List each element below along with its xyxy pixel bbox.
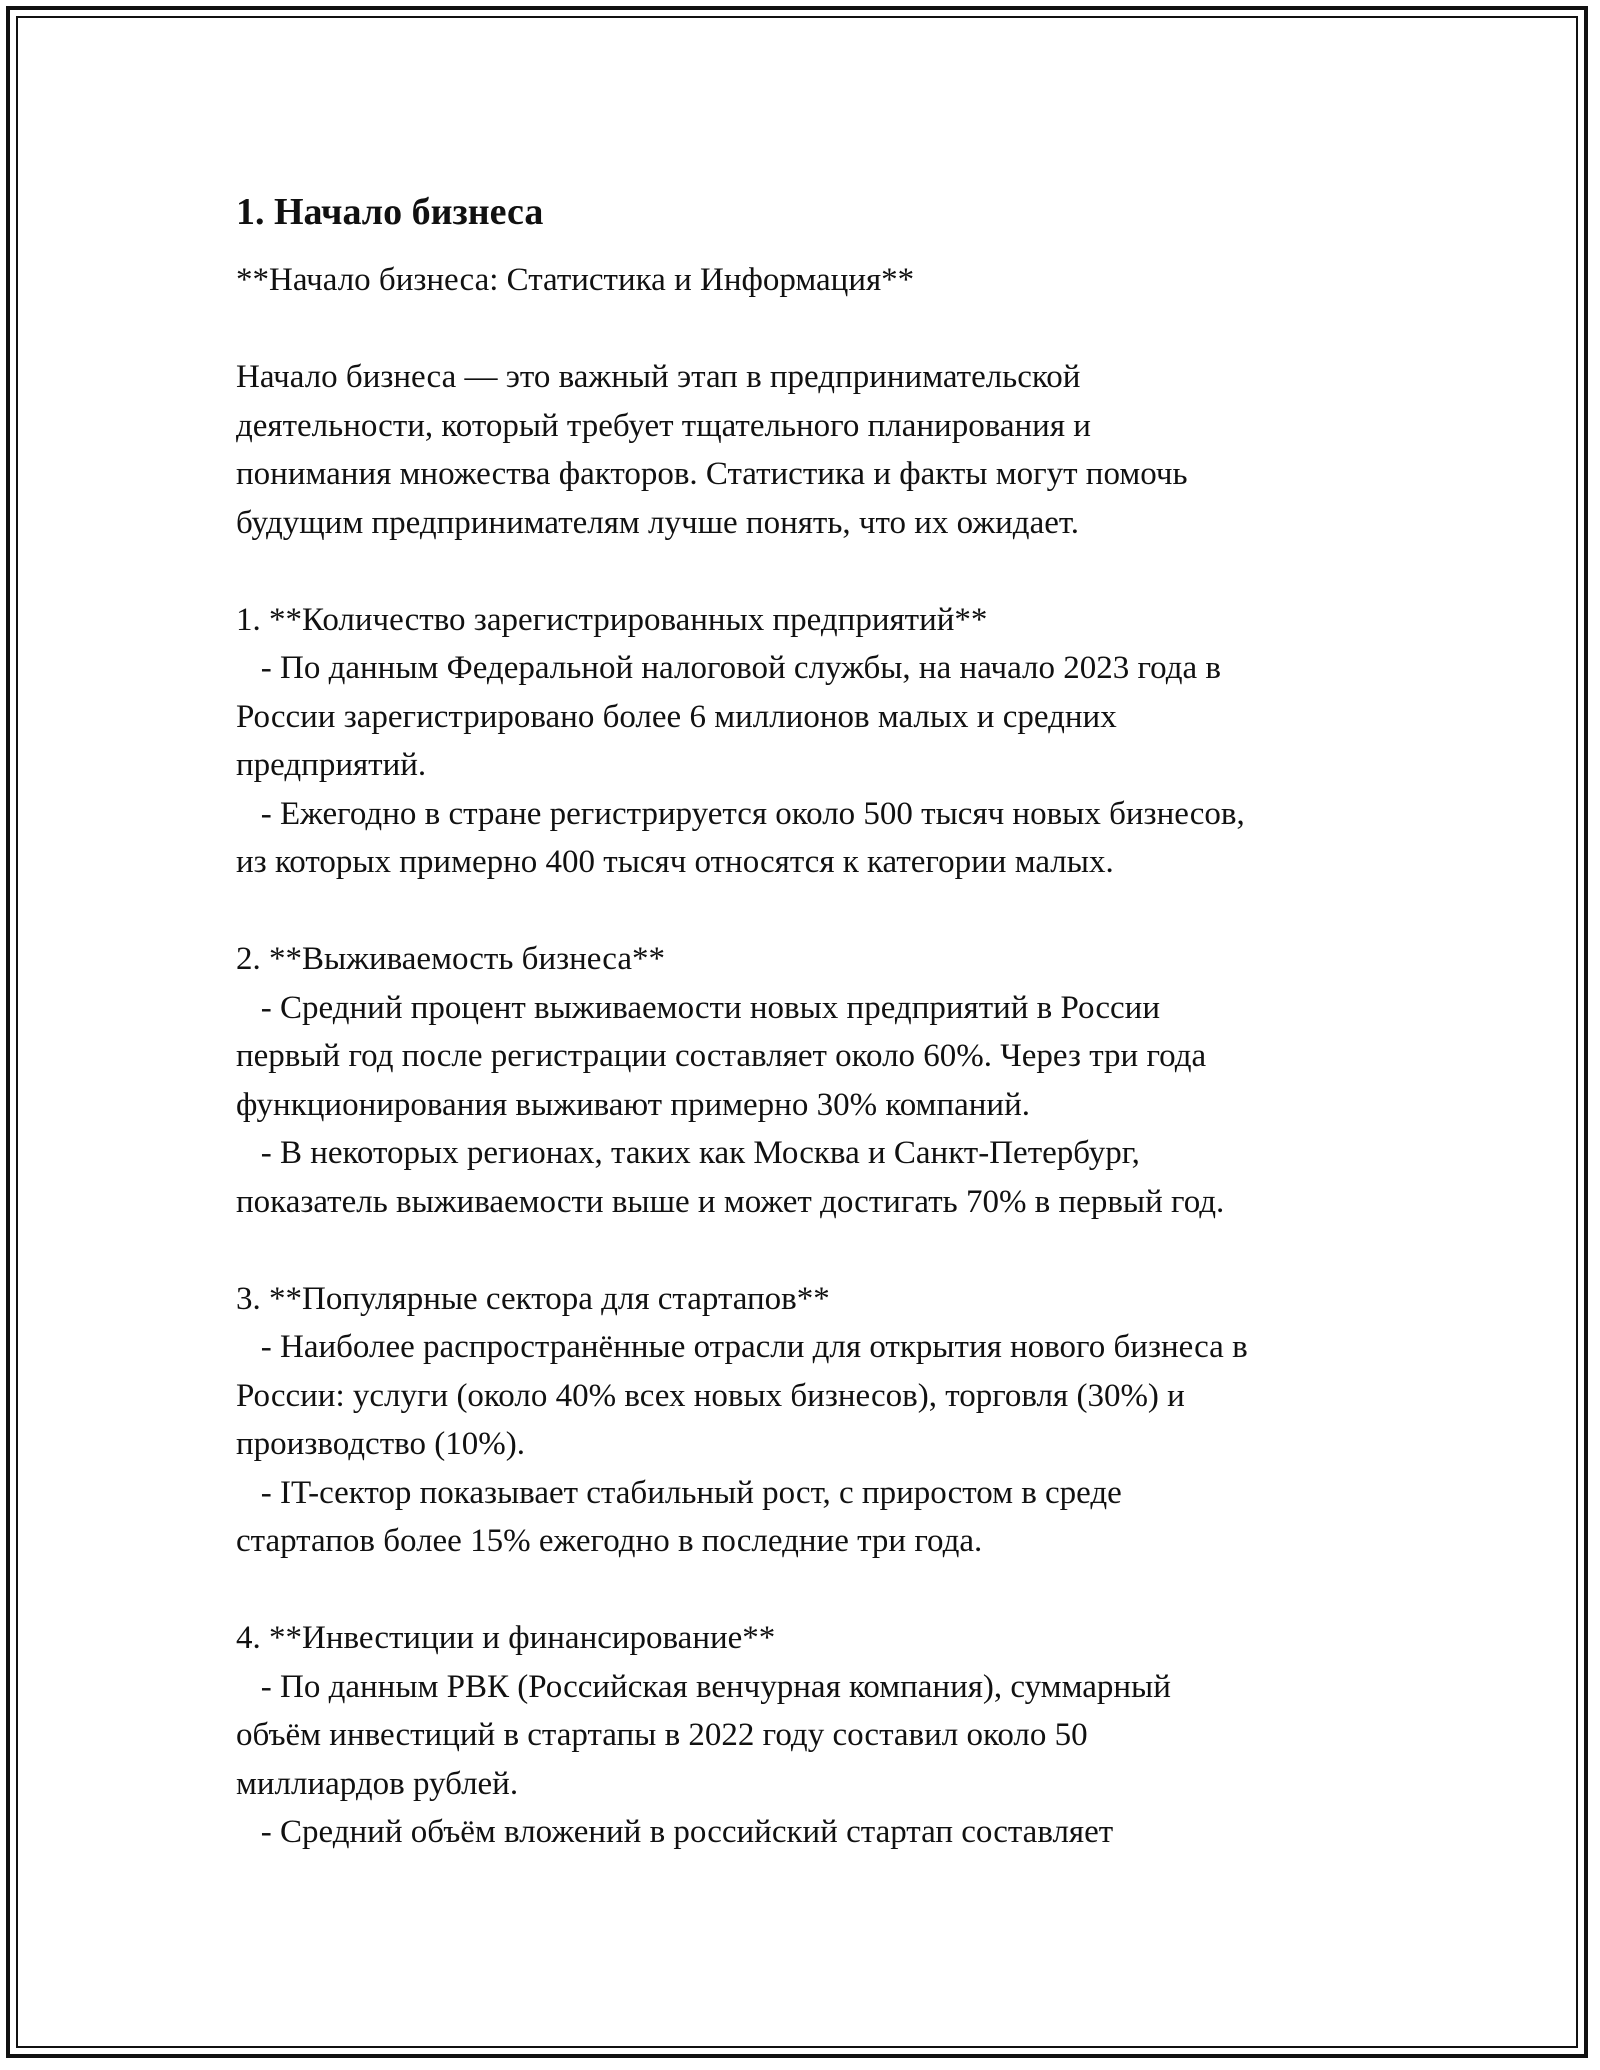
section-line: - Наиболее распространённые отрасли для открытия нового бизнеса в [236,1329,1248,1365]
section-line: - В некоторых регионах, таких как Москва и Санкт-Петербург, [236,1135,1140,1171]
section-investments [236,1614,1386,1857]
section-line: - Средний объём вложений в российский стартап составляет [236,1814,1114,1850]
section-line: производство (10%). [236,1426,525,1462]
section-registered-companies [236,596,1386,887]
intro-line: будущим предпринимателям лучше понять, что их ожидает. [236,504,1080,541]
intro-line: понимания множества факторов. Статистика и факты могут помочь [236,456,1188,492]
paragraph-gap [236,305,1386,354]
paragraph-gap [236,547,1386,596]
section-title: 4. **Инвестиции и финансирование** [236,1620,776,1656]
section-line: стартапов более 15% ежегодно в последние три года. [236,1523,983,1559]
section-line: - Средний процент выживаемости новых предприятий в России [236,989,1160,1026]
document-heading: 1. Начало бизнеса [236,191,544,233]
section-line: предприятий. [236,747,427,783]
intro-line: Начало бизнеса — это важный этап в предпринимательской [236,359,1081,395]
section-title: 1. **Количество зарегистрированных предприятий** [236,601,988,638]
section-line: - По данным РВК (Российская венчурная компания), суммарный [236,1668,1171,1705]
section-line: - По данным Федеральной налоговой службы, на начало 2023 года в [236,650,1222,686]
document-subtitle: **Начало бизнеса: Статистика и Информация** [236,262,915,298]
document-body [236,186,1386,1857]
section-business-survival [236,935,1386,1226]
section-line: миллиардов рублей. [236,1765,519,1802]
paragraph-gap [236,1566,1386,1615]
paragraph-gap [236,1226,1386,1275]
section-line: показатель выживаемости выше и может достигать 70% в первый год. [236,1183,1225,1220]
section-line: первый год после регистрации составляет около 60%. Через три года [236,1038,1207,1074]
section-line: - IT-сектор показывает стабильный рост, с приростом в среде [236,1474,1122,1511]
section-line: объём инвестиций в стартапы в 2022 году составил около 50 [236,1717,1088,1753]
section-title: 2. **Выживаемость бизнеса** [236,941,665,977]
section-line: функционирования выживают примерно 30% компаний. [236,1086,1030,1123]
paragraph-gap [236,887,1386,936]
intro-line: деятельности, который требует тщательного планирования и [236,407,1091,444]
section-title: 3. **Популярные сектора для стартапов** [236,1280,830,1317]
section-line: России зарегистрировано более 6 миллионов малых и средних [236,698,1117,735]
section-popular-sectors [236,1275,1386,1566]
section-line: России: услуги (около 40% всех новых бизнесов), торговля (30%) и [236,1377,1185,1414]
section-line: - Ежегодно в стране регистрируется около 500 тысяч новых бизнесов, [236,795,1245,832]
intro-paragraph [236,353,1386,547]
section-line: из которых примерно 400 тысяч относятся к категории малых. [236,844,1114,880]
